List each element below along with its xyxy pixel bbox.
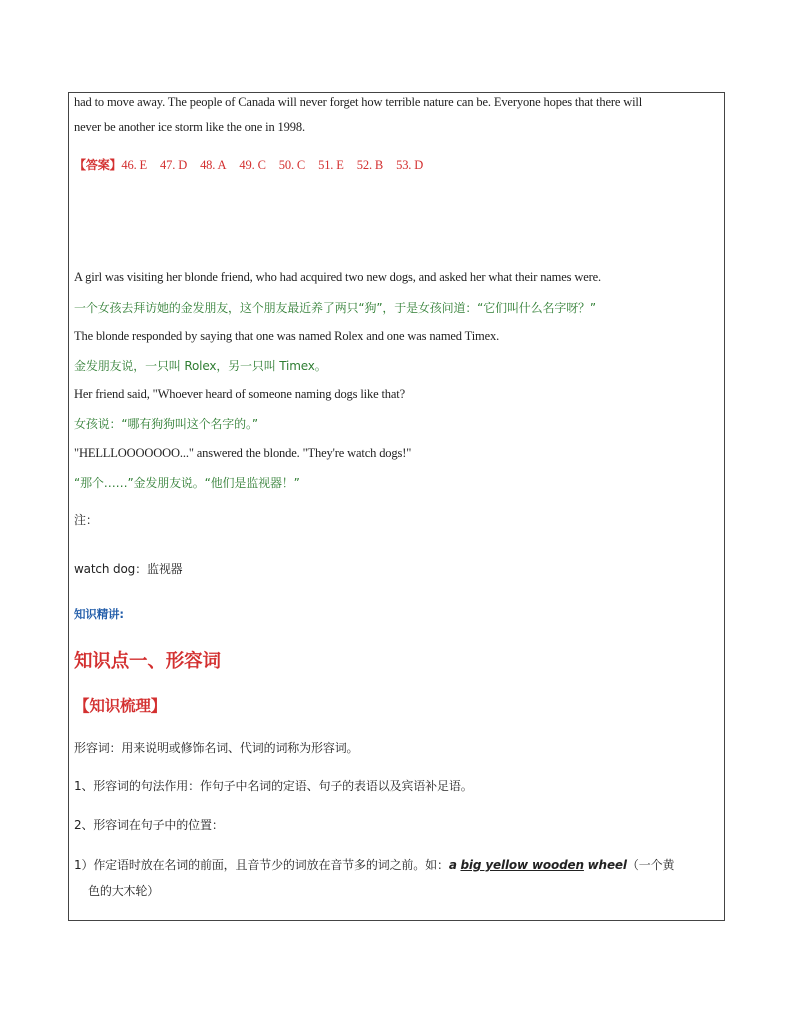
joke-en-4: "HELLLOOOOOOO..." answered the blonde. "They're watch dogs!" [74,446,412,460]
definition-text: 形容词：用来说明或修饰名词、代词的词称为形容词。 [74,741,359,755]
joke-cn-1: 一个女孩去拜访她的金发朋友，这个朋友最近养了两只“狗”，于是女孩问道：“它们叫什么名字呀？” [74,301,596,315]
answer-label: 【答案】 [74,158,122,172]
example-article: a [448,858,457,872]
point-2: 2、形容词在句子中的位置： [74,818,224,832]
rule-1-tail: （一个黄 [626,858,675,872]
answer-item: 50. C [278,158,306,172]
rule-1-continuation: 色的大木轮） [88,884,160,898]
joke-cn-4: “那个……”金发朋友说。“他们是监视器！” [74,476,300,490]
knowledge-subhead: 知识精讲: [74,607,124,621]
knowledge-heading: 知识点一、形容词 [74,651,221,672]
answer-item: 52. B [356,158,384,172]
answer-item: 46. E [121,158,148,172]
rule-1-text: 1）作定语时放在名词的前面，且音节少的词放在音节多的词之前。如： [74,858,449,872]
answer-item: 49. C [239,158,266,172]
joke-cn-3: 女孩说：“哪有狗狗叫这个名字的。” [74,417,258,431]
section-heading: 【知识梳理】 [74,697,167,715]
answer-item: 51. E [318,158,344,172]
point-1: 1、形容词的句法作用：作句子中名词的定语、句子的表语以及宾语补足语。 [74,779,473,793]
content-frame [68,92,725,921]
joke-cn-2: 金发朋友说，一只叫 Rolex，另一只叫 Timex。 [74,359,327,373]
joke-en-1: A girl was visiting her blonde friend, who had acquired two new dogs, and asked her what their names were. [74,270,602,284]
note-label: 注： [74,513,98,527]
example-adjectives: big yellow wooden [460,858,584,872]
note-text: watch dog：监视器 [74,562,183,576]
passage-line-1: had to move away. The people of Canada will never forget how terrible nature can be. Everyone hopes that there will [74,95,643,109]
passage-line-2: never be another ice storm like the one in 1998. [74,120,305,134]
answer-item: 48. A [200,158,227,172]
rule-1 [74,856,674,873]
joke-en-3: Her friend said, "Whoever heard of someone naming dogs like that? [74,387,406,401]
example-noun: wheel [587,858,627,872]
answer-item: 53. D [396,158,424,172]
answer-item: 47. D [160,158,188,172]
joke-en-2: The blonde responded by saying that one was named Rolex and one was named Timex. [74,329,500,343]
answer-row [74,156,436,173]
